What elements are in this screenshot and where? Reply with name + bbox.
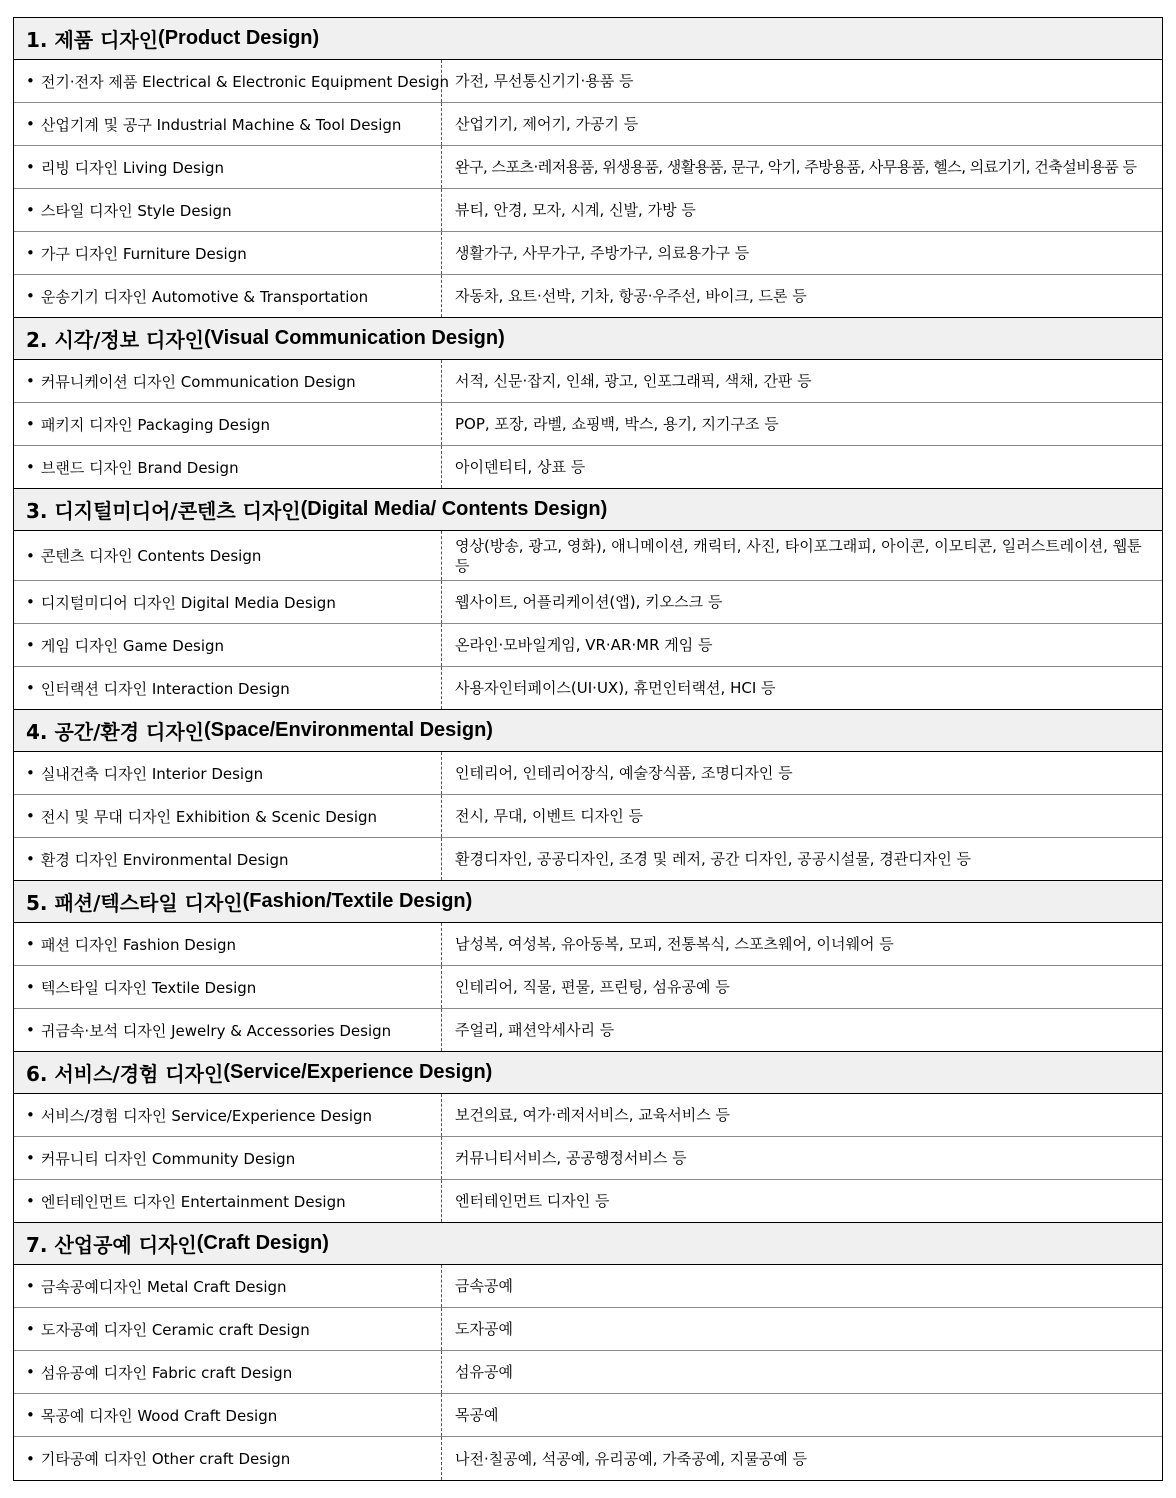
table-row <box>14 189 1162 232</box>
section-title-en: (Fashion/Textile Design) <box>242 890 473 912</box>
bullet-icon: • <box>26 978 35 996</box>
category-examples: 남성복, 여성복, 유아동복, 모피, 전통복식, 스포츠웨어, 이너웨어 등 <box>455 935 894 953</box>
category-cell <box>14 60 449 102</box>
table-row <box>14 1009 1162 1052</box>
category-examples: 인테리어, 직물, 편물, 프린팅, 섬유공예 등 <box>455 978 730 996</box>
bullet-icon: • <box>26 679 35 697</box>
category-cell <box>14 667 442 709</box>
category-examples: 환경디자인, 공공디자인, 조경 및 레저, 공간 디자인, 공공시설물, 경관디자인 등 <box>455 850 971 868</box>
category-examples: 금속공예 <box>455 1277 513 1295</box>
bullet-icon: • <box>26 158 35 176</box>
design-category-table <box>13 17 1163 1481</box>
table-row <box>14 667 1162 710</box>
table-row <box>14 624 1162 667</box>
section-title-en: (Product Design) <box>158 27 320 49</box>
category-cell <box>14 403 442 445</box>
table-row <box>14 446 1162 489</box>
section-title-ko: 4. 공간/환경 디자인 <box>26 720 204 744</box>
category-name: 가구 디자인 Furniture Design <box>40 244 247 263</box>
section-title-ko: 2. 시각/정보 디자인 <box>26 328 204 352</box>
table-row <box>14 60 1162 103</box>
section-title-ko: 5. 패션/텍스타일 디자인 <box>26 891 243 915</box>
category-examples: 섬유공예 <box>455 1363 513 1381</box>
bullet-icon: • <box>26 850 35 868</box>
section-title-ko: 1. 제품 디자인 <box>26 28 159 52</box>
category-examples: 웹사이트, 어플리케이션(앱), 키오스크 등 <box>455 593 723 611</box>
table-row <box>14 581 1162 624</box>
bullet-icon: • <box>26 1277 35 1295</box>
category-name: 금속공예디자인 Metal Craft Design <box>40 1277 287 1296</box>
table-row <box>14 403 1162 446</box>
section-title-en: (Space/Environmental Design) <box>203 719 493 741</box>
category-name: 귀금속·보석 디자인 Jewelry & Accessories Design <box>40 1021 392 1040</box>
category-cell <box>14 232 442 274</box>
category-cell <box>14 923 442 965</box>
category-cell <box>14 103 442 145</box>
category-name: 패키지 디자인 Packaging Design <box>40 415 271 434</box>
table-row <box>14 752 1162 795</box>
bullet-icon: • <box>26 1021 35 1039</box>
table-row <box>14 531 1162 581</box>
section-title-ko: 7. 산업공예 디자인 <box>26 1233 197 1257</box>
category-cell <box>14 795 442 837</box>
bullet-icon: • <box>26 72 35 90</box>
section-title-en: (Service/Experience Design) <box>223 1061 493 1083</box>
category-examples: 산업기기, 제어기, 가공기 등 <box>455 115 639 133</box>
category-name: 환경 디자인 Environmental Design <box>40 850 289 869</box>
category-examples: 온라인·모바일게임, VR·AR·MR 게임 등 <box>455 636 713 654</box>
category-name: 스타일 디자인 Style Design <box>40 201 232 220</box>
category-cell <box>14 966 442 1008</box>
bullet-icon: • <box>26 415 35 433</box>
bullet-icon: • <box>26 1363 35 1381</box>
category-examples: 전시, 무대, 이벤트 디자인 등 <box>455 807 643 825</box>
category-name: 엔터테인먼트 디자인 Entertainment Design <box>40 1192 346 1211</box>
category-cell <box>14 1308 442 1350</box>
section-title-en: (Visual Communication Design) <box>203 327 505 349</box>
table-row <box>14 1180 1162 1223</box>
category-cell <box>14 1351 442 1393</box>
bullet-icon: • <box>26 764 35 782</box>
section-header <box>14 18 1162 60</box>
table-row <box>14 966 1162 1009</box>
category-name: 목공예 디자인 Wood Craft Design <box>40 1406 278 1425</box>
category-examples: 보건의료, 여가·레저서비스, 교육서비스 등 <box>455 1106 730 1124</box>
table-row <box>14 1137 1162 1180</box>
table-row <box>14 275 1162 318</box>
category-examples: 나전·칠공예, 석공예, 유리공예, 가죽공예, 지물공예 등 <box>455 1449 807 1468</box>
category-name: 패션 디자인 Fashion Design <box>40 935 237 954</box>
category-name: 콘텐츠 디자인 Contents Design <box>40 547 262 565</box>
section-header <box>14 1052 1162 1094</box>
bullet-icon: • <box>26 115 35 133</box>
category-name: 텍스타일 디자인 Textile Design <box>40 978 257 997</box>
category-name: 전기·전자 제품 Electrical & Electronic Equipment Design <box>40 72 449 91</box>
category-cell <box>14 838 442 880</box>
category-name: 커뮤니케이션 디자인 Communication Design <box>40 372 356 391</box>
section-title-en: (Craft Design) <box>196 1232 329 1254</box>
category-examples: 엔터테인먼트 디자인 등 <box>455 1192 610 1210</box>
category-cell <box>14 1265 442 1307</box>
table-row <box>14 1094 1162 1137</box>
table-row <box>14 1265 1162 1308</box>
section-header <box>14 489 1162 531</box>
bullet-icon: • <box>26 287 35 305</box>
category-cell <box>14 446 442 488</box>
bullet-icon: • <box>26 1106 35 1124</box>
category-cell <box>14 531 442 580</box>
category-name: 인터랙션 디자인 Interaction Design <box>40 679 290 698</box>
bullet-icon: • <box>26 636 35 654</box>
category-cell <box>14 189 442 231</box>
bullet-icon: • <box>26 935 35 953</box>
category-cell <box>14 1180 442 1222</box>
section-header <box>14 1223 1162 1265</box>
category-cell <box>14 1094 442 1136</box>
table-row <box>14 1437 1162 1480</box>
category-name: 기타공예 디자인 Other craft Design <box>40 1450 291 1468</box>
category-name: 커뮤니티 디자인 Community Design <box>40 1149 296 1168</box>
bullet-icon: • <box>26 807 35 825</box>
category-name: 전시 및 무대 디자인 Exhibition & Scenic Design <box>40 807 378 826</box>
category-name: 리빙 디자인 Living Design <box>40 158 225 177</box>
section-header <box>14 881 1162 923</box>
category-examples: 완구, 스포츠·레저용품, 위생용품, 생활용품, 문구, 악기, 주방용품, 사무용품, 헬스, 의료기기, 건축설비용품 등 <box>455 158 1137 176</box>
category-cell <box>14 1394 442 1436</box>
category-examples: POP, 포장, 라벨, 쇼핑백, 박스, 용기, 지기구조 등 <box>455 415 779 433</box>
category-name: 서비스/경험 디자인 Service/Experience Design <box>40 1106 373 1125</box>
section-title-ko: 3. 디지털미디어/콘텐츠 디자인 <box>26 499 301 523</box>
section-header <box>14 710 1162 752</box>
bullet-icon: • <box>26 593 35 611</box>
category-name: 디지털미디어 디자인 Digital Media Design <box>40 593 336 612</box>
category-cell <box>14 752 442 794</box>
category-examples: 커뮤니티서비스, 공공행정서비스 등 <box>455 1149 687 1167</box>
bullet-icon: • <box>26 458 35 476</box>
table-row <box>14 146 1162 189</box>
section-title-en: (Digital Media/ Contents Design) <box>300 498 608 520</box>
table-row <box>14 360 1162 403</box>
table-row <box>14 1308 1162 1351</box>
category-examples: 주얼리, 패션악세사리 등 <box>455 1021 615 1039</box>
category-name: 실내건축 디자인 Interior Design <box>40 764 264 783</box>
bullet-icon: • <box>26 244 35 262</box>
category-examples: 뷰티, 안경, 모자, 시계, 신발, 가방 등 <box>455 201 696 219</box>
category-cell <box>14 1009 442 1051</box>
category-name: 운송기기 디자인 Automotive & Transportation <box>40 287 369 306</box>
category-name: 도자공예 디자인 Ceramic craft Design <box>40 1320 310 1339</box>
bullet-icon: • <box>26 201 35 219</box>
category-cell <box>14 275 442 317</box>
bullet-icon: • <box>26 1192 35 1210</box>
category-examples: 아이덴티티, 상표 등 <box>455 458 586 476</box>
category-examples: 자동차, 요트·선박, 기차, 항공·우주선, 바이크, 드론 등 <box>455 287 807 305</box>
category-name: 게임 디자인 Game Design <box>40 636 225 655</box>
category-examples: 도자공예 <box>455 1320 513 1338</box>
bullet-icon: • <box>26 372 35 390</box>
category-name: 산업기계 및 공구 Industrial Machine & Tool Design <box>40 115 402 134</box>
bullet-icon: • <box>26 1149 35 1167</box>
category-examples: 영상(방송, 광고, 영화), 애니메이션, 캐릭터, 사진, 타이포그래피, 아이콘, 이모티콘, 일러스트레이션, 웹툰 등 <box>455 536 1142 575</box>
category-cell <box>14 624 442 666</box>
table-row <box>14 1394 1162 1437</box>
category-name: 브랜드 디자인 Brand Design <box>40 458 239 477</box>
table-row <box>14 1351 1162 1394</box>
category-examples: 사용자인터페이스(UI·UX), 휴먼인터랙션, HCI 등 <box>455 679 776 697</box>
section-header <box>14 318 1162 360</box>
category-examples: 서적, 신문·잡지, 인쇄, 광고, 인포그래픽, 색채, 간판 등 <box>455 372 812 390</box>
bullet-icon: • <box>26 1320 35 1338</box>
bullet-icon: • <box>26 1449 35 1468</box>
table-row <box>14 838 1162 881</box>
category-cell <box>14 1437 442 1480</box>
table-row <box>14 795 1162 838</box>
table-row <box>14 232 1162 275</box>
category-examples: 목공예 <box>455 1406 499 1424</box>
category-examples: 인테리어, 인테리어장식, 예술장식품, 조명디자인 등 <box>455 764 793 782</box>
category-cell <box>14 146 442 188</box>
category-cell <box>14 581 442 623</box>
category-examples: 생활가구, 사무가구, 주방가구, 의료용가구 등 <box>455 244 750 262</box>
bullet-icon: • <box>26 1406 35 1424</box>
bullet-icon: • <box>26 546 35 565</box>
table-row <box>14 103 1162 146</box>
category-cell <box>14 1137 442 1179</box>
section-title-ko: 6. 서비스/경험 디자인 <box>26 1062 224 1086</box>
table-row <box>14 923 1162 966</box>
category-name: 섬유공예 디자인 Fabric craft Design <box>40 1363 293 1382</box>
category-cell <box>14 360 442 402</box>
category-examples: 가전, 무선통신기기·용품 등 <box>455 72 634 90</box>
